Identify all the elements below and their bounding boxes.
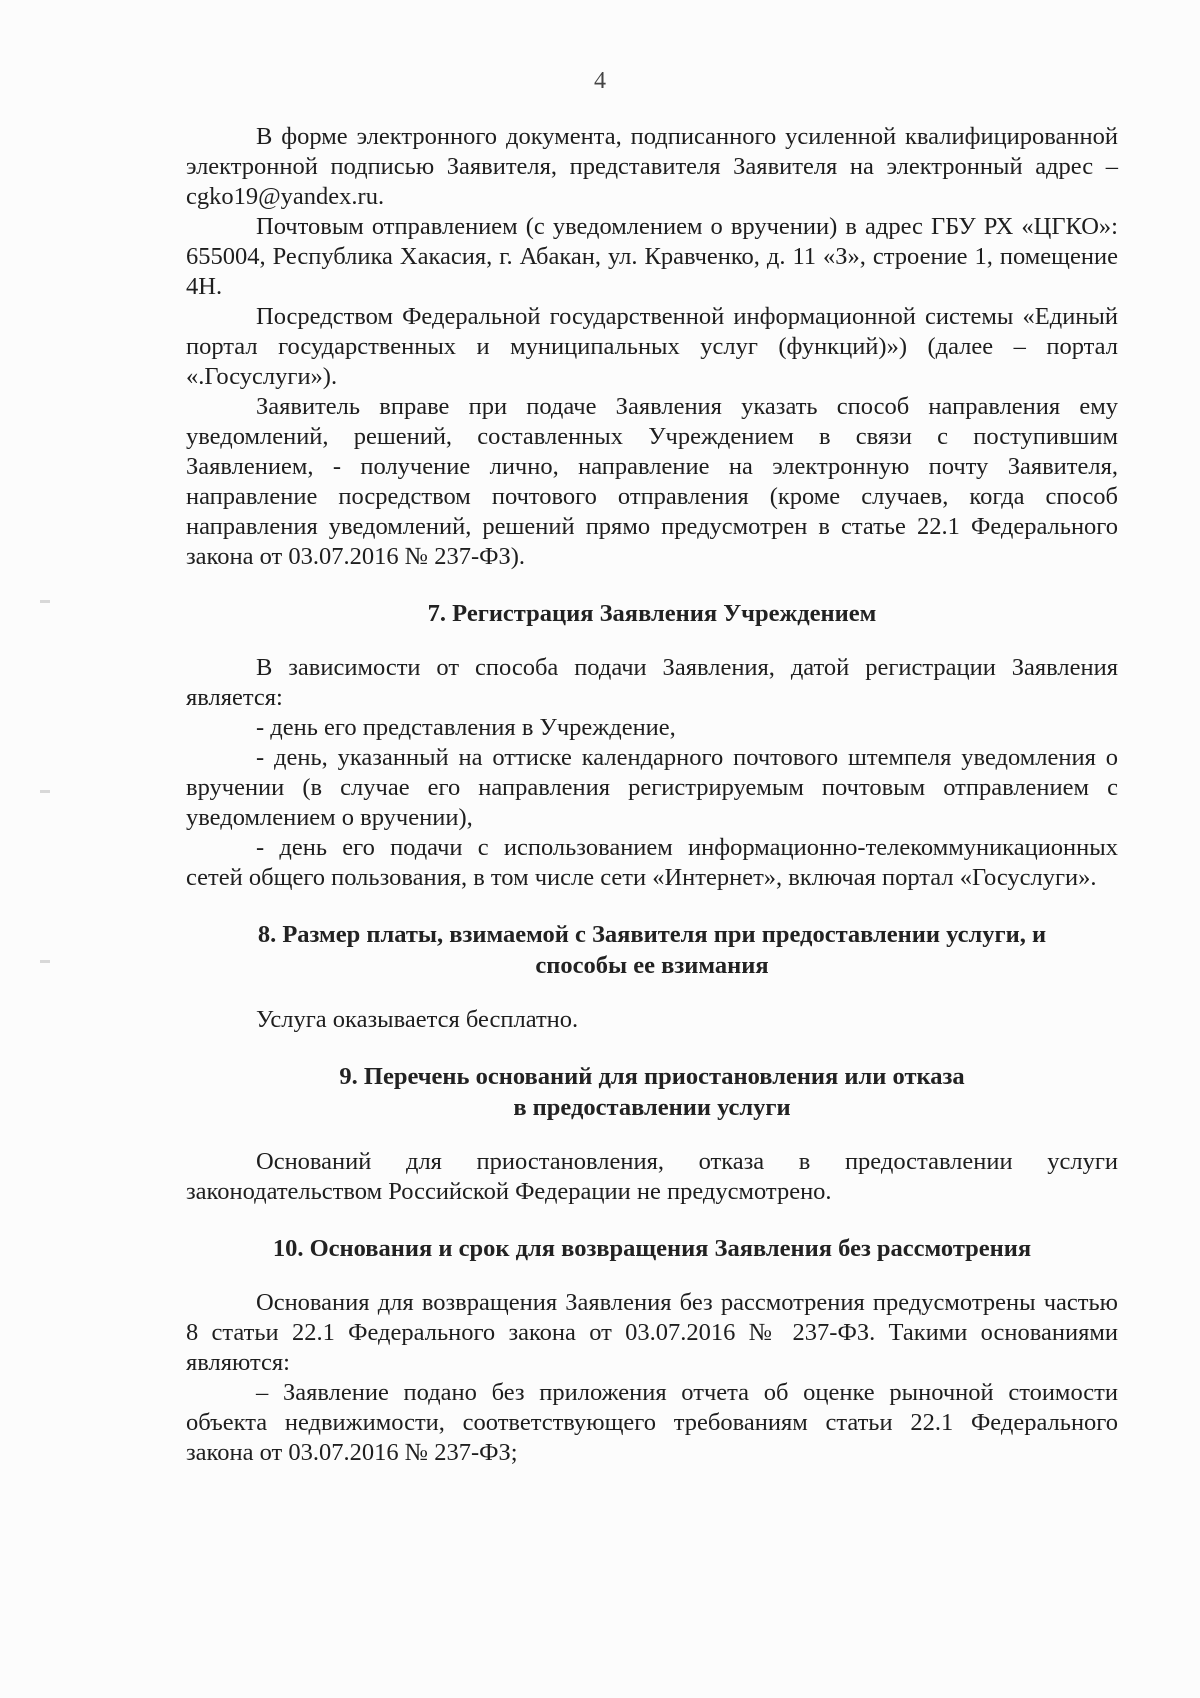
document-body xyxy=(186,122,1118,1468)
section-10-intro: Основания для возвращения Заявления без рассмотрения предусмотрены частью 8 статьи 22.1 Федерального закона от 03.07.2016 № 237-ФЗ. Такими основаниями являются: xyxy=(186,1289,1118,1376)
section-10-heading: 10. Основания и срок для возвращения Заявления без рассмотрения xyxy=(272,1235,1032,1262)
section-10-item: – Заявление подано без приложения отчета об оценке рыночной стоимости объекта недвижимости, соответствующего требованиям статьи 22.1 Федерального закона от 03.07.2016 № 237-ФЗ; xyxy=(186,1379,1118,1466)
section-7-item: - день, указанный на оттиске календарного почтового штемпеля уведомления о вручении (в случае его направления регистрируемым почтовым отправлением с уведомлением о вручении), xyxy=(186,744,1118,831)
section-7-item: - день его подачи с использованием информационно-телекоммуникационных сетей общего пользования, в том числе сети «Интернет», включая портал «Госуслуги». xyxy=(186,834,1118,891)
section-7-heading: 7. Регистрация Заявления Учреждением xyxy=(427,600,877,627)
scan-margin-mark xyxy=(40,600,50,603)
scan-margin-mark xyxy=(40,960,50,963)
paragraph-portal-submission: Посредством Федеральной государственной информационной системы «Единый портал государственных и муниципальных услуг (функций)») (далее – портал «.Госуслуги»). xyxy=(186,303,1118,390)
paragraph-postal-submission: Почтовым отправлением (с уведомлением о вручении) в адрес ГБУ РХ «ЦГКО»: 655004, Республика Хакасия, г. Абакан, ул. Кравченко, д. 11 «З», строение 1, помещение 4Н. xyxy=(186,213,1118,300)
section-9-text: Оснований для приостановления, отказа в предоставлении услуги законодательством Российской Федерации не предусмотрено. xyxy=(186,1148,1118,1205)
scan-margin-mark xyxy=(40,790,50,793)
section-7-item: - день его представления в Учреждение, xyxy=(256,714,676,741)
section-8-heading-line-2: способы ее взимания xyxy=(535,952,769,979)
paragraph-notification-method: Заявитель вправе при подаче Заявления указать способ направления ему уведомлений, решений, составленных Учреждением в связи с поступившим Заявлением, - получение лично, направление на электронную почту Заявителя, направление посредством почтового отправления (кроме случаев, когда способ направления уведомлений, решений прямо предусмотрен в статье 22.1 Федерального закона от 03.07.2016 № 237-ФЗ). xyxy=(186,393,1118,570)
section-7-intro: В зависимости от способа подачи Заявления, датой регистрации Заявления является: xyxy=(186,654,1118,711)
section-9-heading-line-1: 9. Перечень оснований для приостановления или отказа xyxy=(339,1063,965,1090)
section-9-heading xyxy=(186,1061,1118,1123)
section-8-heading-line-1: 8. Размер платы, взимаемой с Заявителя при предоставлении услуги, и xyxy=(257,921,1047,948)
section-8-heading xyxy=(186,919,1118,981)
section-9-heading-line-2: в предоставлении услуги xyxy=(513,1094,791,1121)
section-8-text: Услуга оказывается бесплатно. xyxy=(256,1006,579,1033)
page-number: 4 xyxy=(594,68,606,94)
paragraph-electronic-submission: В форме электронного документа, подписанного усиленной квалифицированной электронной подписью Заявителя, представителя Заявителя на электронный адрес – cgko19@yandex.ru. xyxy=(186,123,1118,210)
